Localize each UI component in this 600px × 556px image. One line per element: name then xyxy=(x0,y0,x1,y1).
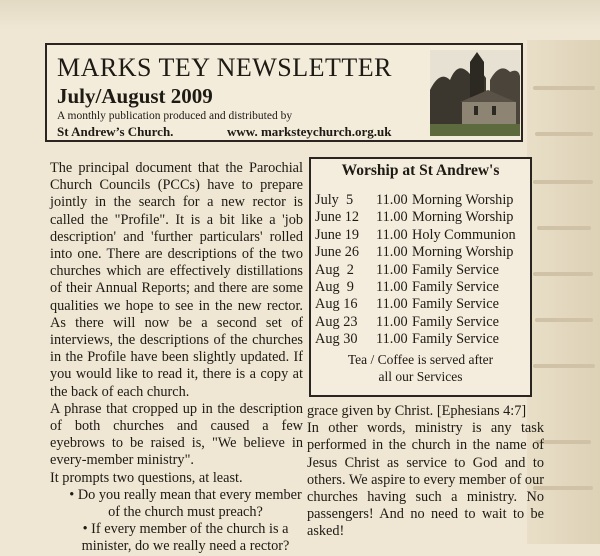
bleed-text-line xyxy=(533,86,595,90)
service-row xyxy=(311,262,530,279)
issue-date: July/August 2009 xyxy=(57,84,213,108)
worship-schedule-box xyxy=(309,157,532,397)
service-name: Family Service xyxy=(412,296,499,313)
service-name: Family Service xyxy=(412,261,499,278)
church-website: www. marksteychurch.org.uk xyxy=(227,124,392,139)
article-left-column xyxy=(50,160,303,556)
service-date: Aug 23 xyxy=(315,313,358,330)
service-date: Aug 9 xyxy=(315,279,354,296)
service-date: Aug 30 xyxy=(315,331,358,348)
article-paragraph: The principal document that the Parochial Church Councils (PCCs) have to prepare jointly in the search for a new rector is called the "Profile". It is a bit like a 'job description' and 'further particulars' rolled into one. There are descriptions of the two churches which are effectively distillations of their Annual Reports; and there are some qualities we hope to see in the new rector. As there will now be a second set of interviews, the descriptions of the churches in the Profile have been slightly updated. If you would like to read it, there is a copy at the back of each church. xyxy=(50,160,303,400)
bleed-text-line xyxy=(535,318,593,322)
service-row xyxy=(311,314,530,331)
service-row xyxy=(311,227,530,244)
service-name: Family Service xyxy=(412,331,499,348)
service-row xyxy=(311,279,530,296)
service-name: Family Service xyxy=(412,279,499,296)
service-list xyxy=(311,192,530,349)
article-paragraph: In other words, ministry is any task performed in the church in the name of Jesus Christ as service to God and to others. We aspire to every member of our churches having such a ministry. No passengers! And no need to wait to be asked! xyxy=(307,420,544,540)
service-name: Morning Worship xyxy=(412,244,514,261)
church-photo-icon xyxy=(430,50,520,136)
refreshments-note-line: all our Services xyxy=(378,368,463,384)
worship-title: Worship at St Andrew's xyxy=(341,162,500,179)
article-right-column xyxy=(307,403,544,541)
service-time: 11.00 xyxy=(376,331,408,348)
service-name: Morning Worship xyxy=(412,209,514,226)
service-time: 11.00 xyxy=(376,209,408,226)
service-row xyxy=(311,192,530,209)
service-name: Holy Communion xyxy=(412,226,516,243)
publication-tagline: A monthly publication produced and distributed by xyxy=(57,110,293,122)
bleed-text-line xyxy=(533,180,593,184)
service-date: July 5 xyxy=(315,192,354,208)
article-paragraph: A phrase that cropped up in the description of both churches and caused a few eyebrows to be raised is, "We believe in every-member ministry". xyxy=(50,400,303,469)
article-paragraph: grace given by Christ. [Ephesians 4:7] xyxy=(307,403,527,419)
service-time: 11.00 xyxy=(376,261,408,278)
bleed-text-line xyxy=(533,364,595,368)
article-paragraph: It prompts two questions, at least. xyxy=(50,469,243,486)
service-date: June 26 xyxy=(315,244,360,261)
service-name: Morning Worship xyxy=(412,192,514,208)
service-time: 11.00 xyxy=(376,192,408,208)
refreshments-note xyxy=(311,351,530,385)
bullet-item: • If every member of the church is a minister, do we really need a rector? xyxy=(81,521,290,555)
service-date: Aug 16 xyxy=(315,296,358,313)
service-date: June 12 xyxy=(315,209,360,226)
service-row xyxy=(311,244,530,261)
bullet-item: • Do you really mean that every member of the church must preach? xyxy=(69,486,302,521)
bleed-text-line xyxy=(537,226,591,230)
newsletter-title: MARKS TEY NEWSLETTER xyxy=(57,53,392,82)
service-time: 11.00 xyxy=(376,296,408,313)
service-row xyxy=(311,331,530,348)
service-row xyxy=(311,209,530,226)
service-row xyxy=(311,296,530,313)
refreshments-note-line: Tea / Coffee is served after xyxy=(347,351,494,367)
service-time: 11.00 xyxy=(376,313,408,330)
service-date: June 19 xyxy=(315,226,360,243)
newsletter-masthead xyxy=(45,43,523,142)
service-name: Family Service xyxy=(412,313,499,330)
service-time: 11.00 xyxy=(376,226,408,243)
service-time: 11.00 xyxy=(376,244,408,261)
page-edge xyxy=(0,0,600,30)
bleed-text-line xyxy=(535,132,593,136)
publisher-name: St Andrew’s Church. xyxy=(57,124,174,139)
service-time: 11.00 xyxy=(376,279,408,296)
service-date: Aug 2 xyxy=(315,261,354,278)
bleed-text-line xyxy=(533,272,593,276)
